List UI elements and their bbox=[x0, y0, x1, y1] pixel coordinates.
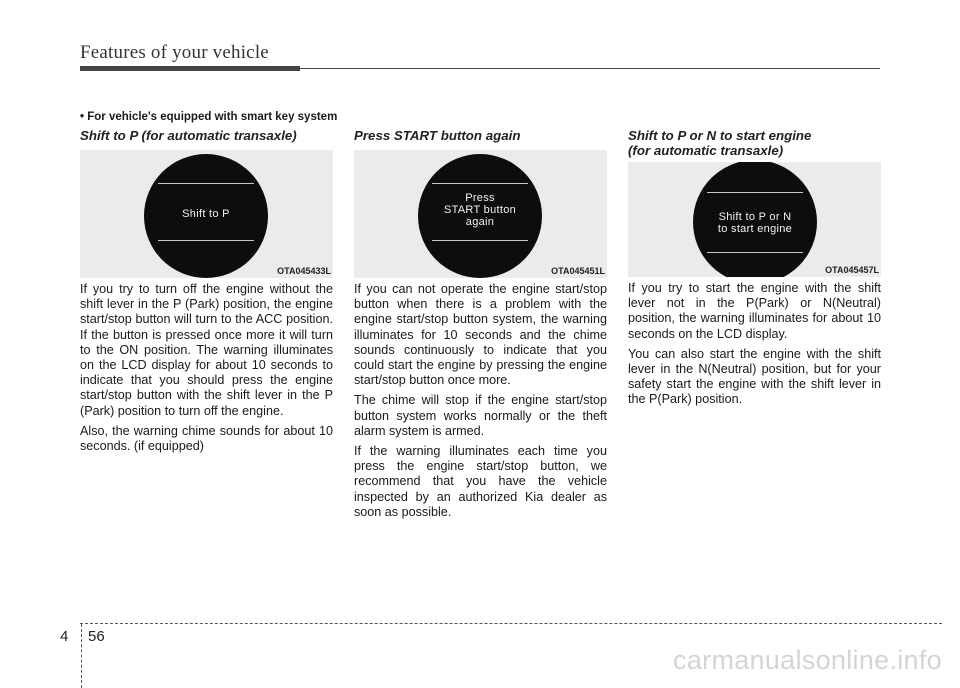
section-shift-to-p-or-n bbox=[628, 128, 881, 408]
paragraph: You can also start the engine with the shift lever in the N(Neutral) position, but for your safety start the engine with the shift lever in the P(Park) position. bbox=[628, 346, 881, 407]
page-number: 56 bbox=[88, 628, 105, 645]
paragraph: If you try to start the engine with the shift lever not in the P(Park) or N(Neutral) position, the warning illuminates for about 10 seconds on the LCD display. bbox=[628, 281, 881, 341]
lcd-divider bbox=[707, 192, 803, 193]
section-heading: Shift to P (for automatic transaxle) bbox=[80, 128, 297, 143]
section-heading: Press START button again bbox=[354, 128, 521, 143]
paragraph: The chime will stop if the engine start/stop button system works normally or the theft alarm system is armed. bbox=[354, 393, 607, 438]
lcd-figure bbox=[628, 162, 881, 277]
lcd-divider bbox=[158, 183, 254, 184]
lcd-message: Press START button again bbox=[443, 192, 517, 228]
paragraph: If you can not operate the engine start/stop button when there is a problem with the engine start/stop button system, the warning illuminates for 10 seconds and the chime sounds continuously to indicate that you could start the engine by pressing the engine start/stop button once more. bbox=[354, 282, 607, 388]
header-rule bbox=[80, 68, 880, 69]
lcd-figure bbox=[80, 150, 333, 278]
lcd-display bbox=[418, 154, 542, 278]
figure-code: OTA045433L bbox=[277, 266, 331, 276]
lcd-display bbox=[693, 162, 817, 277]
lcd-divider bbox=[432, 240, 528, 241]
chapter-number: 4 bbox=[60, 628, 69, 645]
figure-code: OTA045451L bbox=[551, 266, 605, 276]
footer-divider bbox=[81, 624, 82, 688]
section-heading: Shift to P or N to start engine (for automatic transaxle) bbox=[628, 128, 812, 158]
lcd-divider bbox=[707, 252, 803, 253]
watermark: carmanualsonline.info bbox=[673, 645, 942, 675]
lcd-divider bbox=[432, 183, 528, 184]
lcd-divider bbox=[158, 240, 254, 241]
lcd-figure bbox=[354, 150, 607, 278]
paragraph: If you try to turn off the engine without the shift lever in the P (Park) position, the engine start/stop button will turn to the ACC position. If the button is pressed once more it will turn to the ON position. The warning illuminates on the LCD display for about 10 seconds to indicate that you should press the engine start/stop button with the shift lever in the P (Park) position to turn off the engine. bbox=[80, 282, 333, 418]
lcd-display bbox=[144, 154, 268, 278]
footer-rule bbox=[80, 623, 942, 624]
figure-code: OTA045457L bbox=[825, 265, 879, 275]
smart-key-note: • For vehicle's equipped with smart key system bbox=[80, 111, 338, 123]
paragraph: Also, the warning chime sounds for about 10 seconds. (if equipped) bbox=[80, 423, 333, 454]
page-header-title: Features of your vehicle bbox=[80, 42, 269, 63]
paragraph: If the warning illuminates each time you press the engine start/stop button, we recommend that you have the vehicle inspected by an authorized Kia dealer as soon as possible. bbox=[354, 444, 607, 519]
lcd-message: Shift to P bbox=[182, 208, 230, 220]
section-shift-to-p bbox=[80, 128, 333, 454]
lcd-message: Shift to P or N to start engine bbox=[717, 211, 793, 235]
section-press-start-again bbox=[354, 128, 607, 520]
